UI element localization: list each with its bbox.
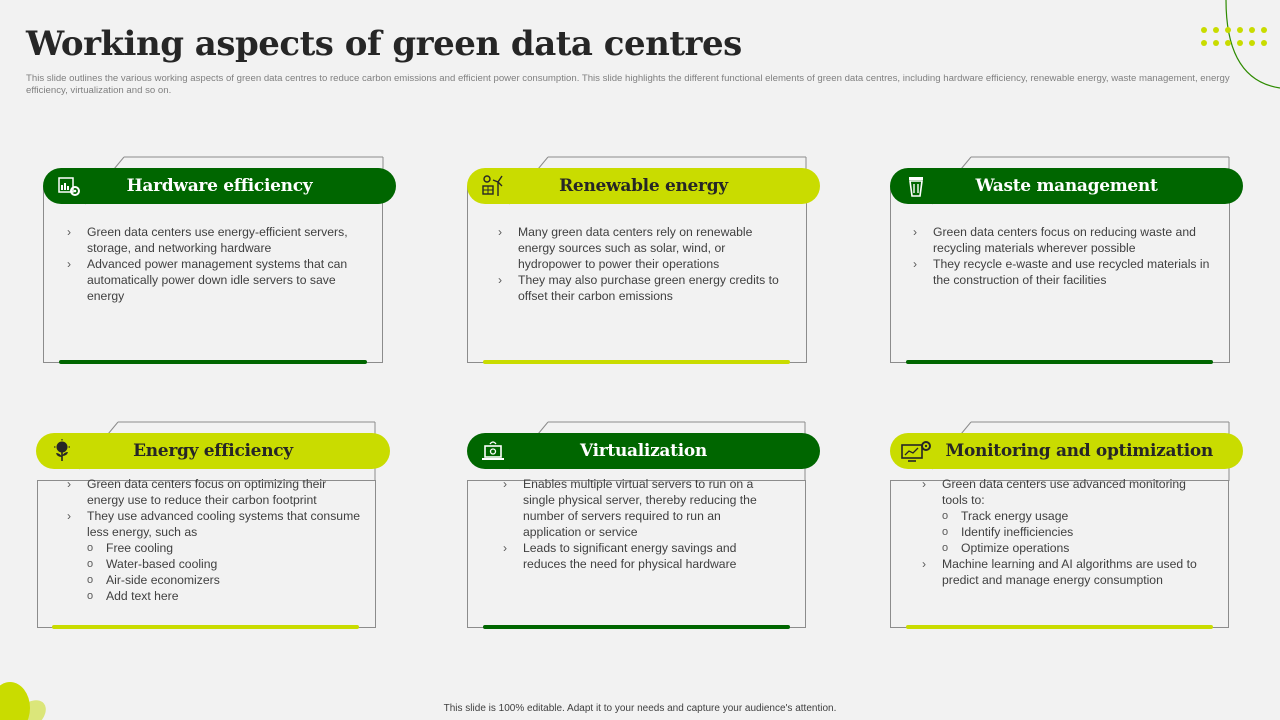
bullet-list [67, 224, 357, 304]
card-header-pill [467, 168, 820, 204]
card-underline [483, 360, 790, 364]
list-item: › Green data centers focus on optimizing their energy use to reduce their carbon footprint [67, 476, 362, 508]
card-hardware-efficiency [40, 156, 400, 366]
card-underline [59, 360, 367, 364]
bullet-list [913, 224, 1213, 288]
list-item: o Water-based cooling [67, 556, 362, 572]
card-title: Hardware efficiency [126, 176, 313, 196]
card-header-pill [43, 168, 396, 204]
list-item: › Green data centers focus on reducing waste and recycling materials wherever possible [913, 224, 1213, 256]
card-title: Renewable energy [559, 176, 728, 196]
list-item: o Free cooling [67, 540, 362, 556]
card-header-pill [890, 168, 1243, 204]
card-header-pill [467, 433, 820, 469]
card-virtualization [464, 421, 824, 631]
server-gear-icon [57, 174, 81, 198]
card-title: Monitoring and optimization [945, 441, 1213, 461]
list-item: › Leads to significant energy savings and reduces the need for physical hardware [503, 540, 773, 572]
trash-bin-icon [904, 174, 928, 198]
card-title: Energy efficiency [133, 441, 293, 461]
card-title: Waste management [975, 176, 1158, 196]
card-underline [483, 625, 790, 629]
list-item: › Advanced power management systems that can automatically power down idle servers to save energy [67, 256, 357, 304]
bullet-list [67, 476, 362, 604]
card-title: Virtualization [580, 441, 707, 461]
monitor-gear-icon [900, 439, 932, 463]
list-item: › Green data centers use energy-efficient servers, storage, and networking hardware [67, 224, 357, 256]
card-energy-efficiency [34, 421, 394, 631]
card-waste-management [887, 156, 1247, 366]
bullet-list [922, 476, 1202, 588]
bullet-list [503, 476, 773, 572]
bulb-plant-icon [50, 439, 74, 463]
list-item: o Identify inefficiencies [922, 524, 1202, 540]
card-underline [906, 625, 1213, 629]
solar-wind-icon [481, 174, 505, 198]
list-item: o Track energy usage [922, 508, 1202, 524]
page-subtitle: This slide outlines the various working aspects of green data centres to reduce carbon emissions and efficient power consumption. This slide highlights the different functional elements of green data centres, including hardware efficiency, renewable energy, waste management, energy efficiency, virtualization and so on. [26, 73, 1230, 96]
card-header-pill [36, 433, 390, 469]
list-item: › Green data centers use advanced monitoring tools to: [922, 476, 1202, 508]
list-item: › They use advanced cooling systems that consume less energy, such as [67, 508, 362, 540]
list-item: o Add text here [67, 588, 362, 604]
list-item: › Machine learning and AI algorithms are used to predict and manage energy consumption [922, 556, 1202, 588]
list-item: o Optimize operations [922, 540, 1202, 556]
card-renewable-energy [464, 156, 824, 366]
list-item: › Enables multiple virtual servers to run on a single physical server, thereby reducing the number of servers required to run an application or service [503, 476, 773, 540]
card-underline [906, 360, 1213, 364]
card-monitoring-optimization [887, 421, 1247, 631]
list-item: › Many green data centers rely on renewable energy sources such as solar, wind, or hydropower to power their operations [498, 224, 783, 272]
page-title: Working aspects of green data centres [26, 24, 742, 64]
list-item: › They recycle e-waste and use recycled materials in the construction of their facilities [913, 256, 1213, 288]
footer-note: This slide is 100% editable. Adapt it to your needs and capture your audience's attention. [443, 703, 837, 714]
card-underline [52, 625, 359, 629]
card-header-pill [890, 433, 1243, 469]
list-item: › They may also purchase green energy credits to offset their carbon emissions [498, 272, 783, 304]
bullet-list [498, 224, 783, 304]
list-item: o Air-side economizers [67, 572, 362, 588]
laptop-cloud-icon [481, 439, 505, 463]
